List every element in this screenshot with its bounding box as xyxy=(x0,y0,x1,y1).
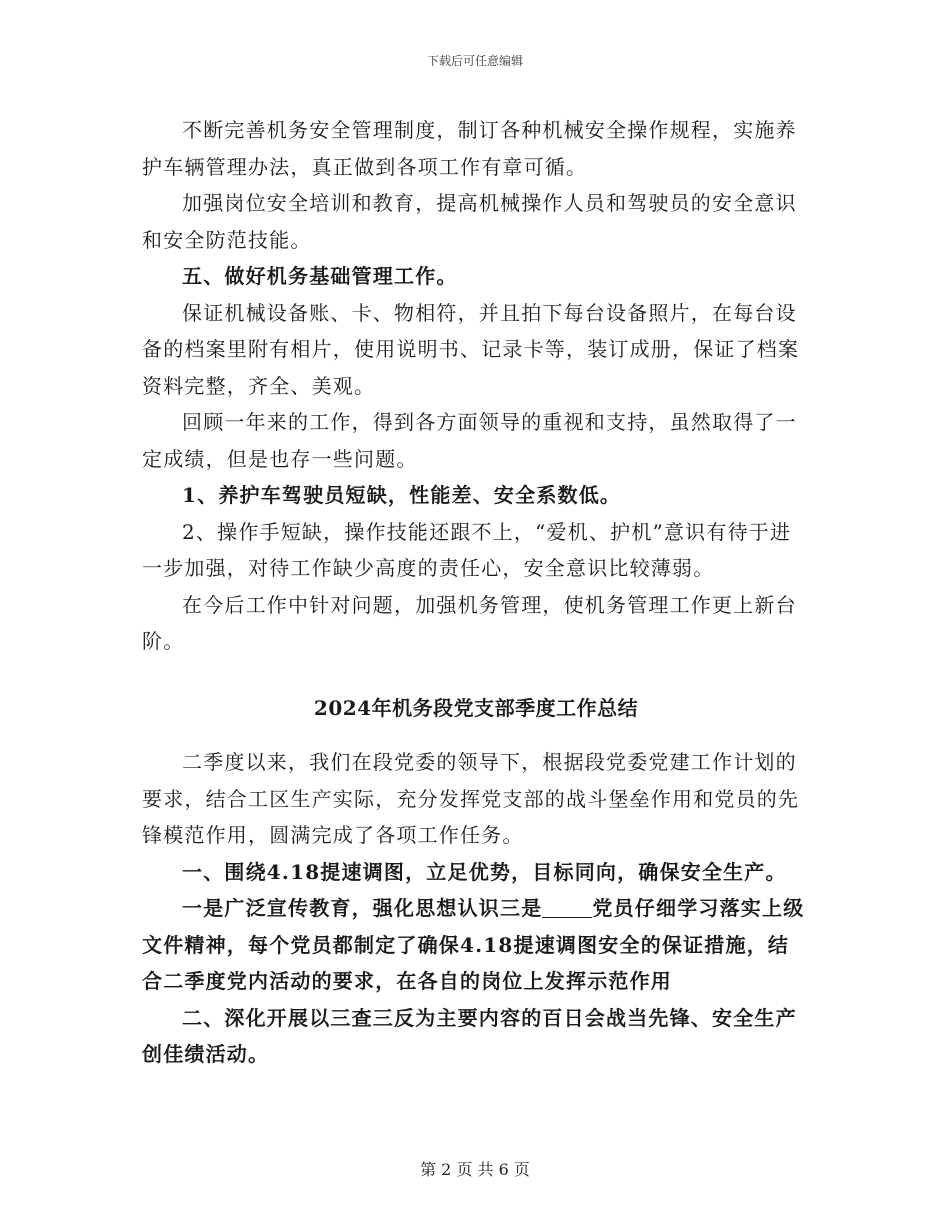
paragraph: 在今后工作中针对问题，加强机务管理，使机务管理工作更上新台阶。 xyxy=(142,592,797,653)
document-body xyxy=(142,112,810,1073)
page-header: 下载后可任意编辑 xyxy=(426,54,523,68)
paragraph-with-blank xyxy=(142,890,810,1000)
text-before-blank: 一是广泛宣传教育，强化思想认识三是 xyxy=(182,896,543,920)
section-heading: 五、做好机务基础管理工作。 xyxy=(182,264,458,288)
issue-item: 1、养护车驾驶员短缺，性能差、安全系数低。 xyxy=(182,483,622,507)
section-heading: 一、围绕4.18提速调图，立足优势，目标同向，确保安全生产。 xyxy=(182,859,787,884)
paragraph: 回顾一年来的工作，得到各方面领导的重视和支持，虽然取得了一定成绩，但是也存一些问题。 xyxy=(142,410,797,471)
document-title: 2024年机务段党支部季度工作总结 xyxy=(313,695,639,720)
section-heading: 二、深化开展以三查三反为主要内容的百日会战当先锋、安全生产创佳绩活动。 xyxy=(142,1005,797,1066)
fill-in-blank xyxy=(542,897,592,918)
paragraph: 保证机械设备账、卡、物相符，并且拍下每台设备照片，在每台设备的档案里附有相片，使用说明书、记录卡等，装订成册，保证了档案资料完整，齐全、美观。 xyxy=(142,300,800,398)
paragraph: 不断完善机务安全管理制度，制订各种机械安全操作规程，实施养护车辆管理办法，真正做到各项工作有章可循。 xyxy=(142,118,797,179)
page-footer: 第 2 页 共 6 页 xyxy=(420,1160,530,1179)
paragraph: 二季度以来，我们在段党委的领导下，根据段党委党建工作计划的要求，结合工区生产实际，充分发挥党支部的战斗堡垒作用和党员的先锋模范作用，圆满完成了各项工作任务。 xyxy=(142,750,800,847)
paragraph: 加强岗位安全培训和教育，提高机械操作人员和驾驶员的安全意识和安全防范技能。 xyxy=(142,191,797,252)
issue-item: 2、操作手短缺，操作技能还跟不上，“爱机、护机”意识有待于进一步加强，对待工作缺少高度的责任心，安全意识比较薄弱。 xyxy=(142,519,792,580)
text-after-blank: 党员仔细学习落实上级文件精神，每个党员都制定了确保4.18提速调图安全的保证措施，结合二季度党内活动的要求，在各自的岗位上发挥示范作用 xyxy=(142,896,805,993)
